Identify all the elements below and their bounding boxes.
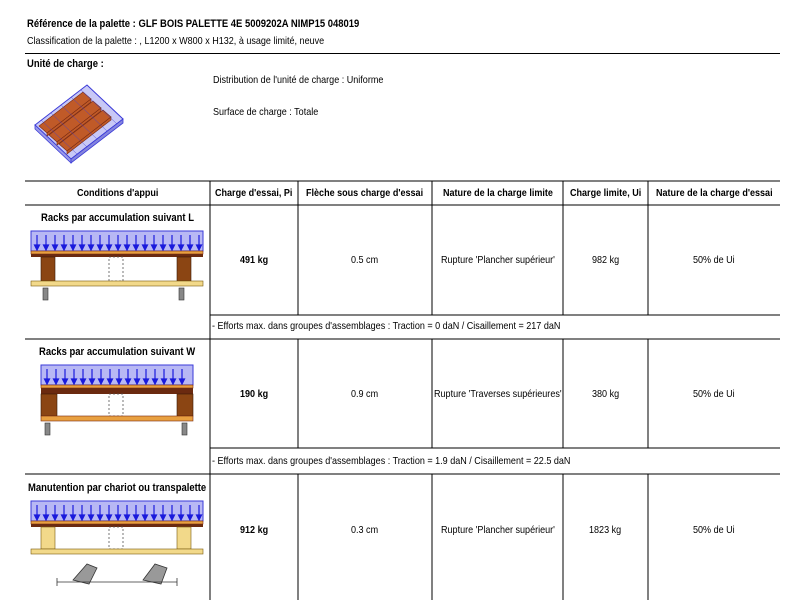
row-1-nature-limite xyxy=(432,205,563,315)
row-3-charge-essai xyxy=(210,474,298,586)
rack-l-diagram-icon xyxy=(27,228,207,304)
row-1-nature-limite-text: Rupture 'Plancher supérieur' xyxy=(440,254,555,266)
load-unit-label-text: Unité de charge : xyxy=(27,58,104,70)
pallet-reference-text: Référence de la palette : GLF BOIS PALETTE 4E 5009202A NIMP15 048019 xyxy=(27,18,360,30)
row-1-fleche xyxy=(298,205,432,315)
load-unit-label xyxy=(27,58,104,70)
row-3-fleche xyxy=(298,474,432,586)
top-divider xyxy=(25,53,780,54)
row-2-charge-limite-text: 380 kg xyxy=(591,387,620,400)
row-3-nature-limite-text: Rupture 'Plancher supérieur' xyxy=(440,524,555,536)
forklift-diagram-icon xyxy=(27,498,207,600)
col-header-conditions xyxy=(25,181,210,205)
col-header-nature-essai xyxy=(648,181,780,205)
col-header-nature-essai-text: Nature de la charge d'essai xyxy=(655,187,773,199)
row-2-efforts xyxy=(212,455,570,467)
row-1-condition-text: Racks par accumulation suivant L xyxy=(41,212,194,224)
row-3-condition xyxy=(25,482,210,494)
row-2-efforts-text: - Efforts max. dans groupes d'assemblages : Traction = 1.9 daN / Cisaillement = 22.5 daN xyxy=(212,455,571,467)
col-header-charge-essai-text: Charge d'essai, Pi xyxy=(215,187,293,199)
load-distribution xyxy=(213,74,383,86)
load-distribution-text: Distribution de l'unité de charge : Uniforme xyxy=(213,74,384,86)
row-1-efforts-text: - Efforts max. dans groupes d'assemblages : Traction = 0 daN / Cisaillement = 217 daN xyxy=(212,320,561,332)
row-3-charge-limite-text: 1823 kg xyxy=(589,524,622,536)
row-1-charge-limite-text: 982 kg xyxy=(591,254,620,266)
row-2-fleche xyxy=(298,339,432,448)
row-2-fleche-text: 0.9 cm xyxy=(351,387,379,400)
load-unit-isometric-icon xyxy=(27,75,127,167)
row-3-nature-limite xyxy=(432,474,563,586)
row-3-fleche-text: 0.3 cm xyxy=(351,524,379,536)
col-header-charge-essai xyxy=(210,181,298,205)
row-2-nature-essai xyxy=(648,339,780,448)
row-1-charge-essai-text: 491 kg xyxy=(239,254,269,266)
load-surface xyxy=(213,106,318,118)
col-header-fleche xyxy=(298,181,432,205)
row-2-nature-limite-text: Rupture 'Traverses supérieures' xyxy=(433,387,562,400)
col-header-nature-limite xyxy=(432,181,563,205)
row-1-condition xyxy=(25,212,210,224)
row-2-condition-text: Racks par accumulation suivant W xyxy=(39,346,196,358)
row-3-condition-text: Manutention par chariot ou transpalette xyxy=(28,482,207,494)
row-3-nature-essai-text: 50% de Ui xyxy=(693,524,735,536)
row-2-charge-essai xyxy=(210,339,298,448)
row-2-nature-limite xyxy=(432,339,563,448)
row-3-charge-essai-text: 912 kg xyxy=(239,524,269,536)
col-header-charge-limite xyxy=(563,181,648,205)
row-2-condition xyxy=(25,346,210,358)
row-2-nature-essai-text: 50% de Ui xyxy=(693,387,735,400)
row-2-charge-essai-text: 190 kg xyxy=(239,387,269,400)
pallet-reference xyxy=(27,18,359,30)
row-1-charge-essai xyxy=(210,205,298,315)
pallet-classification xyxy=(27,35,324,47)
load-surface-text: Surface de charge : Totale xyxy=(213,106,319,118)
row-3-charge-limite xyxy=(563,474,648,586)
row-1-charge-limite xyxy=(563,205,648,315)
row-1-nature-essai-text: 50% de Ui xyxy=(693,254,735,266)
row-2-charge-limite xyxy=(563,339,648,448)
row-1-fleche-text: 0.5 cm xyxy=(351,254,379,266)
rack-w-diagram-icon xyxy=(27,362,207,438)
col-header-charge-limite-text: Charge limite, Ui xyxy=(569,187,642,199)
col-header-nature-limite-text: Nature de la charge limite xyxy=(442,187,553,199)
col-header-fleche-text: Flèche sous charge d'essai xyxy=(306,187,424,199)
row-1-efforts xyxy=(212,320,560,332)
row-1-nature-essai xyxy=(648,205,780,315)
col-header-conditions-text: Conditions d'appui xyxy=(76,187,159,199)
row-3-nature-essai xyxy=(648,474,780,586)
pallet-classification-text: Classification de la palette : , L1200 x W800 x H132, à usage limité, neuve xyxy=(27,35,325,47)
